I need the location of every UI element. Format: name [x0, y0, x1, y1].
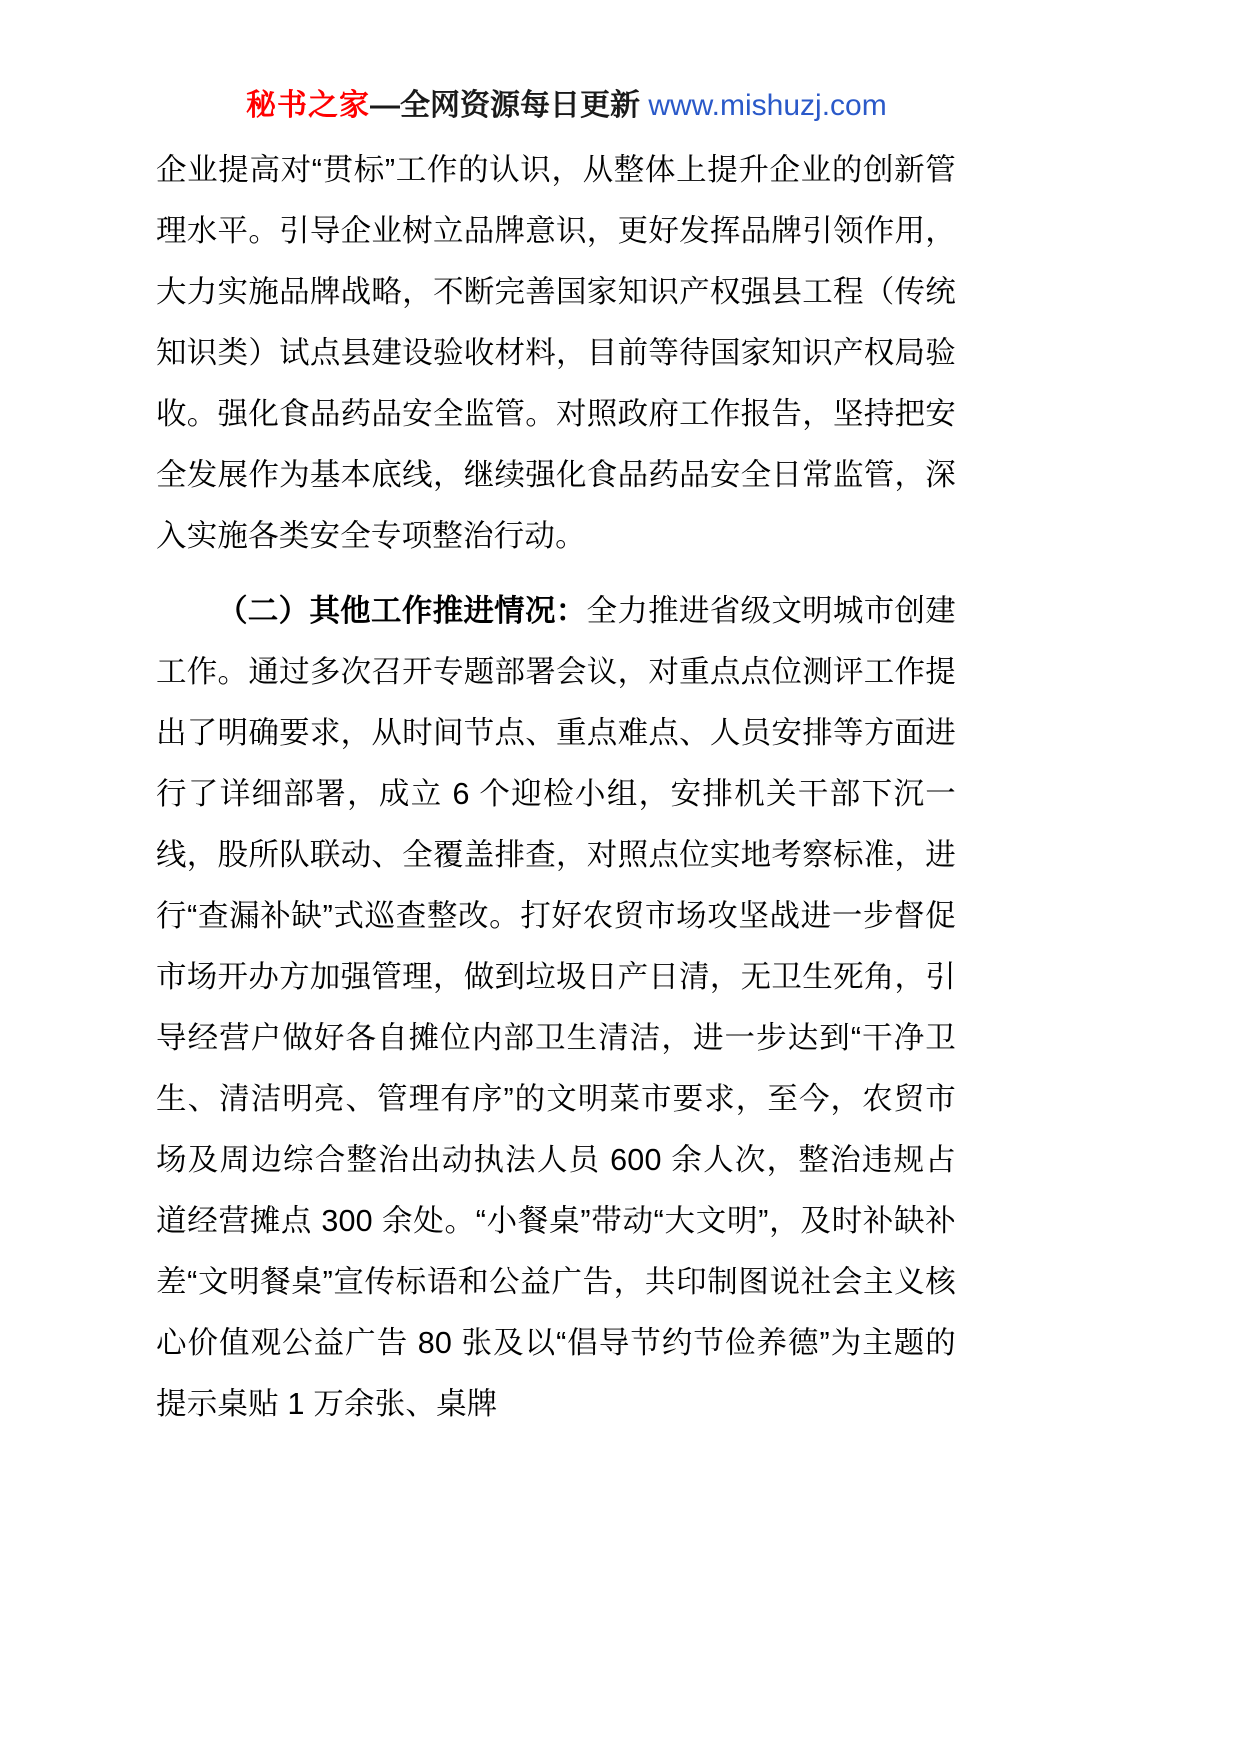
paragraph-spacer	[156, 567, 956, 581]
watermark-tagline: —全网资源每日更新	[370, 89, 640, 122]
section-body-text: 全力推进省级文明城市创建工作。通过多次召开专题部署会议，对重点点位测评工作提出了明确要求，从时间节点、重点难点、人员安排等方面进行了详细部署，成立 6 个迎检小组，安排机关干部下沉一线，股所队联动、全覆盖排查，对照点位实地考察标准，进行“查漏补缺”式巡查整改。打好农贸市场攻坚战进一步督促市场开办方加强管理，做到垃圾日产日清，无卫生死角，引导经营户做好各自摊位内部卫生清洁，进一步达到“干净卫生、清洁明亮、管理有序”的文明菜市要求，至今，农贸市场及周边综合整治出动执法人员 600 余人次，整治违规占道经营摊点 300 余处。“小餐桌”带动“大文明”，及时补缺补差“文明餐桌”宣传标语和公益广告，共印制图说社会主义核心价值观公益广告 80 张及以“倡导节约节俭养德”为主题的提示桌贴 1 万余张、桌牌	[156, 594, 956, 1421]
watermark-brand: 秘书之家	[246, 89, 370, 122]
paragraph-section-two	[156, 581, 956, 1435]
watermark-url[interactable]: www.mishuzj.com	[648, 89, 887, 122]
document-body	[156, 140, 956, 1435]
paragraph-continuation: 企业提高对“贯标”工作的认识，从整体上提升企业的创新管理水平。引导企业树立品牌意识，更好发挥品牌引领作用，大力实施品牌战略，不断完善国家知识产权强县工程（传统知识类）试点县建设验收材料，目前等待国家知识产权局验收。强化食品药品安全监管。对照政府工作报告，坚持把安全发展作为基本底线，继续强化食品药品安全日常监管，深入实施各类安全专项整治行动。	[156, 153, 956, 553]
watermark-banner	[246, 88, 887, 124]
section-heading: （二）其他工作推进情况：	[217, 594, 587, 628]
